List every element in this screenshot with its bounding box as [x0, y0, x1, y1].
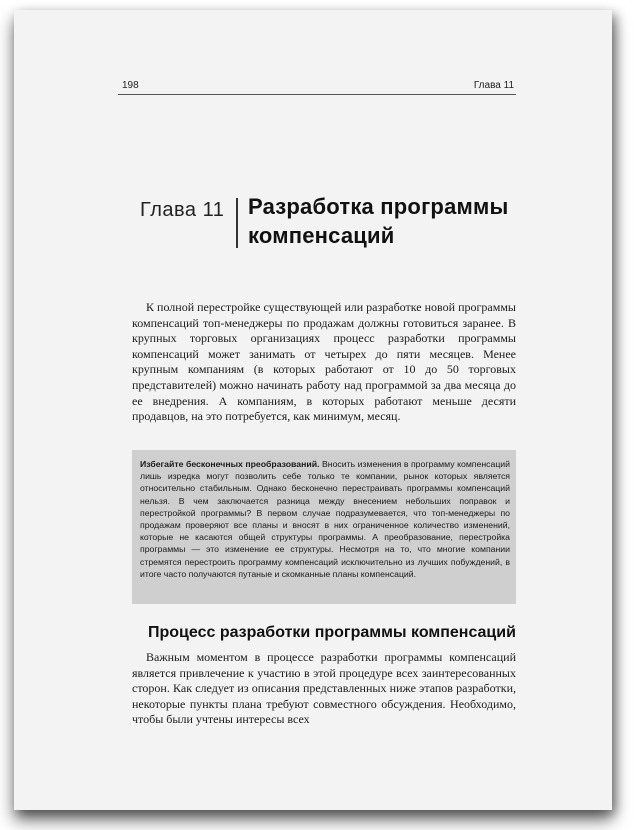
note-lead: Избегайте бесконечных преобразований.	[140, 459, 320, 469]
section-paragraph: Важным моментом в процессе разработки программы компенсаций является привлечение к участию в этой процедуре всех заинтересованных сторон. Как следует из описания представленных ниже этапов разработки, некоторые пункты плана требуют совместного обсуждения. Необходимо, чтобы были учтены интересы всех	[132, 650, 516, 727]
book-page	[14, 10, 612, 810]
page-number: 198	[122, 80, 139, 91]
running-chapter-title: Глава 11	[473, 80, 514, 91]
note-text	[140, 458, 510, 580]
note-box	[132, 450, 516, 604]
note-body: Вносить изменения в программу компенсаций лишь изредка могут позволить себе только те компании, рынок которых является относительно стабильным. Однако бесконечно перестраивать программы компенсаций нельзя. В чем заключается разница между внесением небольших поправок и перестройкой программы? В первом случае подразумевается, что топ-менеджеры по продажам проверяют все планы и вносят в них ограниченное количество изменений, которые не касаются общей структуры программы. А преобразование, перестройка программы — это изменение ее структуры. Несмотря на то, что многие компании стремятся перестроить программу компенсаций исключительно из лучших побуждений, в итоге часто получаются путаные и скомканные планы компенсаций.	[140, 459, 510, 579]
section-title: Процесс разработки программы компенсаций	[148, 624, 516, 641]
chapter-label: Глава 11	[140, 199, 225, 221]
running-header	[118, 74, 516, 95]
intro-paragraph: К полной перестройке существующей или разработке новой программы компенсаций топ-менеджеры по продажам должны готовиться заранее. В крупных торговых организациях процесс разработки программы компенсаций может занимать от четырех до пяти месяцев. Менее крупным компаниям (в которых работают от 10 до 50 торговых представителей) можно начинать работу над программой за два месяца до ее внедрения. А компаниям, в которых работают меньше десяти продавцов, на это потребуется, как минимум, месяц.	[132, 300, 516, 424]
chapter-divider	[236, 198, 238, 248]
chapter-heading	[128, 194, 528, 254]
chapter-title: Разработка программы компенсаций	[248, 194, 509, 248]
